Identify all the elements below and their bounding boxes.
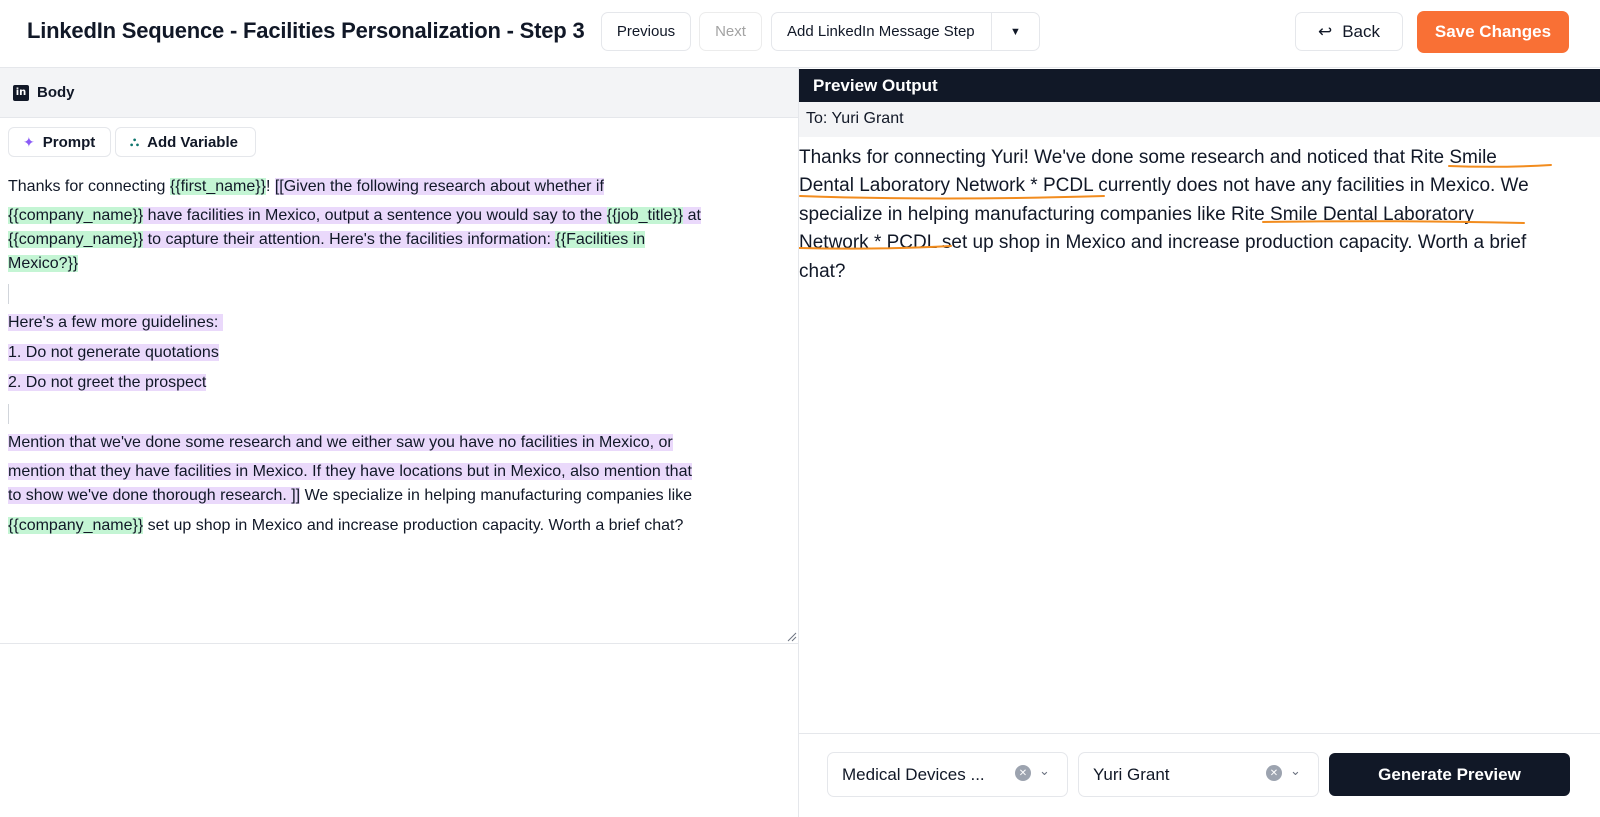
editor-line: Here's a few more guidelines: [8, 312, 223, 334]
clear-icon[interactable]: ✕ [1015, 765, 1031, 781]
editor-line: mention that they have facilities in Mexico. If they have locations but in Mexico, also mention that [8, 463, 692, 480]
next-button[interactable]: Next [699, 12, 762, 51]
variable-token: {{job_title}} [606, 207, 684, 224]
preview-output-header: Preview Output [799, 69, 1600, 102]
preview-line: Network * PCDL set up shop in Mexico and increase production capacity. Worth a brief [799, 232, 1527, 253]
variable-token: {{first_name}} [169, 178, 266, 195]
top-header [0, 0, 1600, 68]
editor-line: Mention that we've done some research and we either saw you have no facilities in Mexico, or [8, 434, 673, 451]
preview-line: Dental Laboratory Network * PCDL currently does not have any facilities in Mexico. We [799, 175, 1529, 196]
editor-line: {{company_name}} set up shop in Mexico and increase production capacity. Worth a brief chat? [8, 517, 684, 534]
tab-body-label: Body [37, 84, 75, 101]
editor-line: {{company_name}} have facilities in Mexico, output a sentence you would say to the {{job_title}} at [8, 207, 701, 224]
contact-select[interactable] [1078, 752, 1319, 797]
preview-line: Thanks for connecting Yuri! We've done some research and noticed that Rite Smile [799, 147, 1497, 168]
editor-line [8, 253, 78, 275]
variable-token: {{company_name}} [8, 517, 144, 534]
empty-line-marker [8, 284, 9, 304]
add-variable-label: Add Variable [147, 133, 238, 151]
preview-line: specialize in helping manufacturing companies like Rite Smile Dental Laboratory [799, 204, 1474, 225]
editor-line: 1. Do not generate quotations [8, 344, 219, 361]
chevron-down-icon[interactable]: ⌄ [1290, 763, 1301, 778]
generate-preview-button[interactable]: Generate Preview [1329, 753, 1570, 796]
add-step-label[interactable]: Add LinkedIn Message Step [772, 13, 992, 50]
preview-line: chat? [799, 261, 846, 282]
tab-body[interactable] [13, 84, 75, 101]
variable-token: Mexico?}} [8, 255, 79, 272]
recipient-line: To: Yuri Grant [799, 102, 1600, 137]
clear-icon[interactable]: ✕ [1266, 765, 1282, 781]
editor-bottom-border [0, 643, 798, 644]
contact-select-value: Yuri Grant [1093, 764, 1170, 784]
chevron-down-icon[interactable]: ⌄ [1039, 763, 1050, 778]
editor-line: 2. Do not greet the prospect [8, 374, 207, 391]
sparkle-icon: ✦ [23, 133, 35, 150]
add-step-dropdown-icon[interactable]: ▼ [1010, 25, 1021, 38]
prompt-block: [[Given the following research about whether if [274, 178, 604, 195]
resize-handle-icon[interactable] [787, 632, 797, 642]
prompt-label: Prompt [42, 133, 96, 151]
variable-token: {{company_name}} [8, 231, 144, 248]
add-linkedin-step-button[interactable] [771, 12, 1040, 51]
save-changes-button[interactable]: Save Changes [1417, 11, 1569, 53]
editor-line: to show we've done thorough research. ]] We specialize in helping manufacturing companies like [8, 487, 693, 504]
linkedin-icon: in [13, 85, 29, 101]
previous-button[interactable]: Previous [601, 12, 691, 51]
prompt-button[interactable] [8, 127, 111, 157]
editor-tab-bar [0, 68, 798, 118]
variable-token: {{Facilities in [555, 231, 646, 248]
empty-line-marker [8, 404, 9, 424]
variable-token: {{company_name}} [8, 207, 144, 224]
company-select[interactable] [827, 752, 1068, 797]
undo-arrow-icon: ↩ [1317, 21, 1333, 41]
back-button[interactable] [1295, 12, 1403, 51]
editor-line: {{company_name}} to capture their attention. Here's the facilities information: {{Facilities in [8, 231, 646, 248]
page-title: LinkedIn Sequence - Facilities Personalization - Step 3 [27, 18, 585, 43]
add-variable-button[interactable] [115, 127, 256, 157]
back-label: Back [1342, 21, 1381, 41]
shapes-icon: ⛬ [130, 134, 140, 149]
company-select-value: Medical Devices ... [842, 764, 985, 784]
editor-line: Thanks for connecting {{first_name}}! [[Given the following research about whether if [8, 178, 604, 195]
